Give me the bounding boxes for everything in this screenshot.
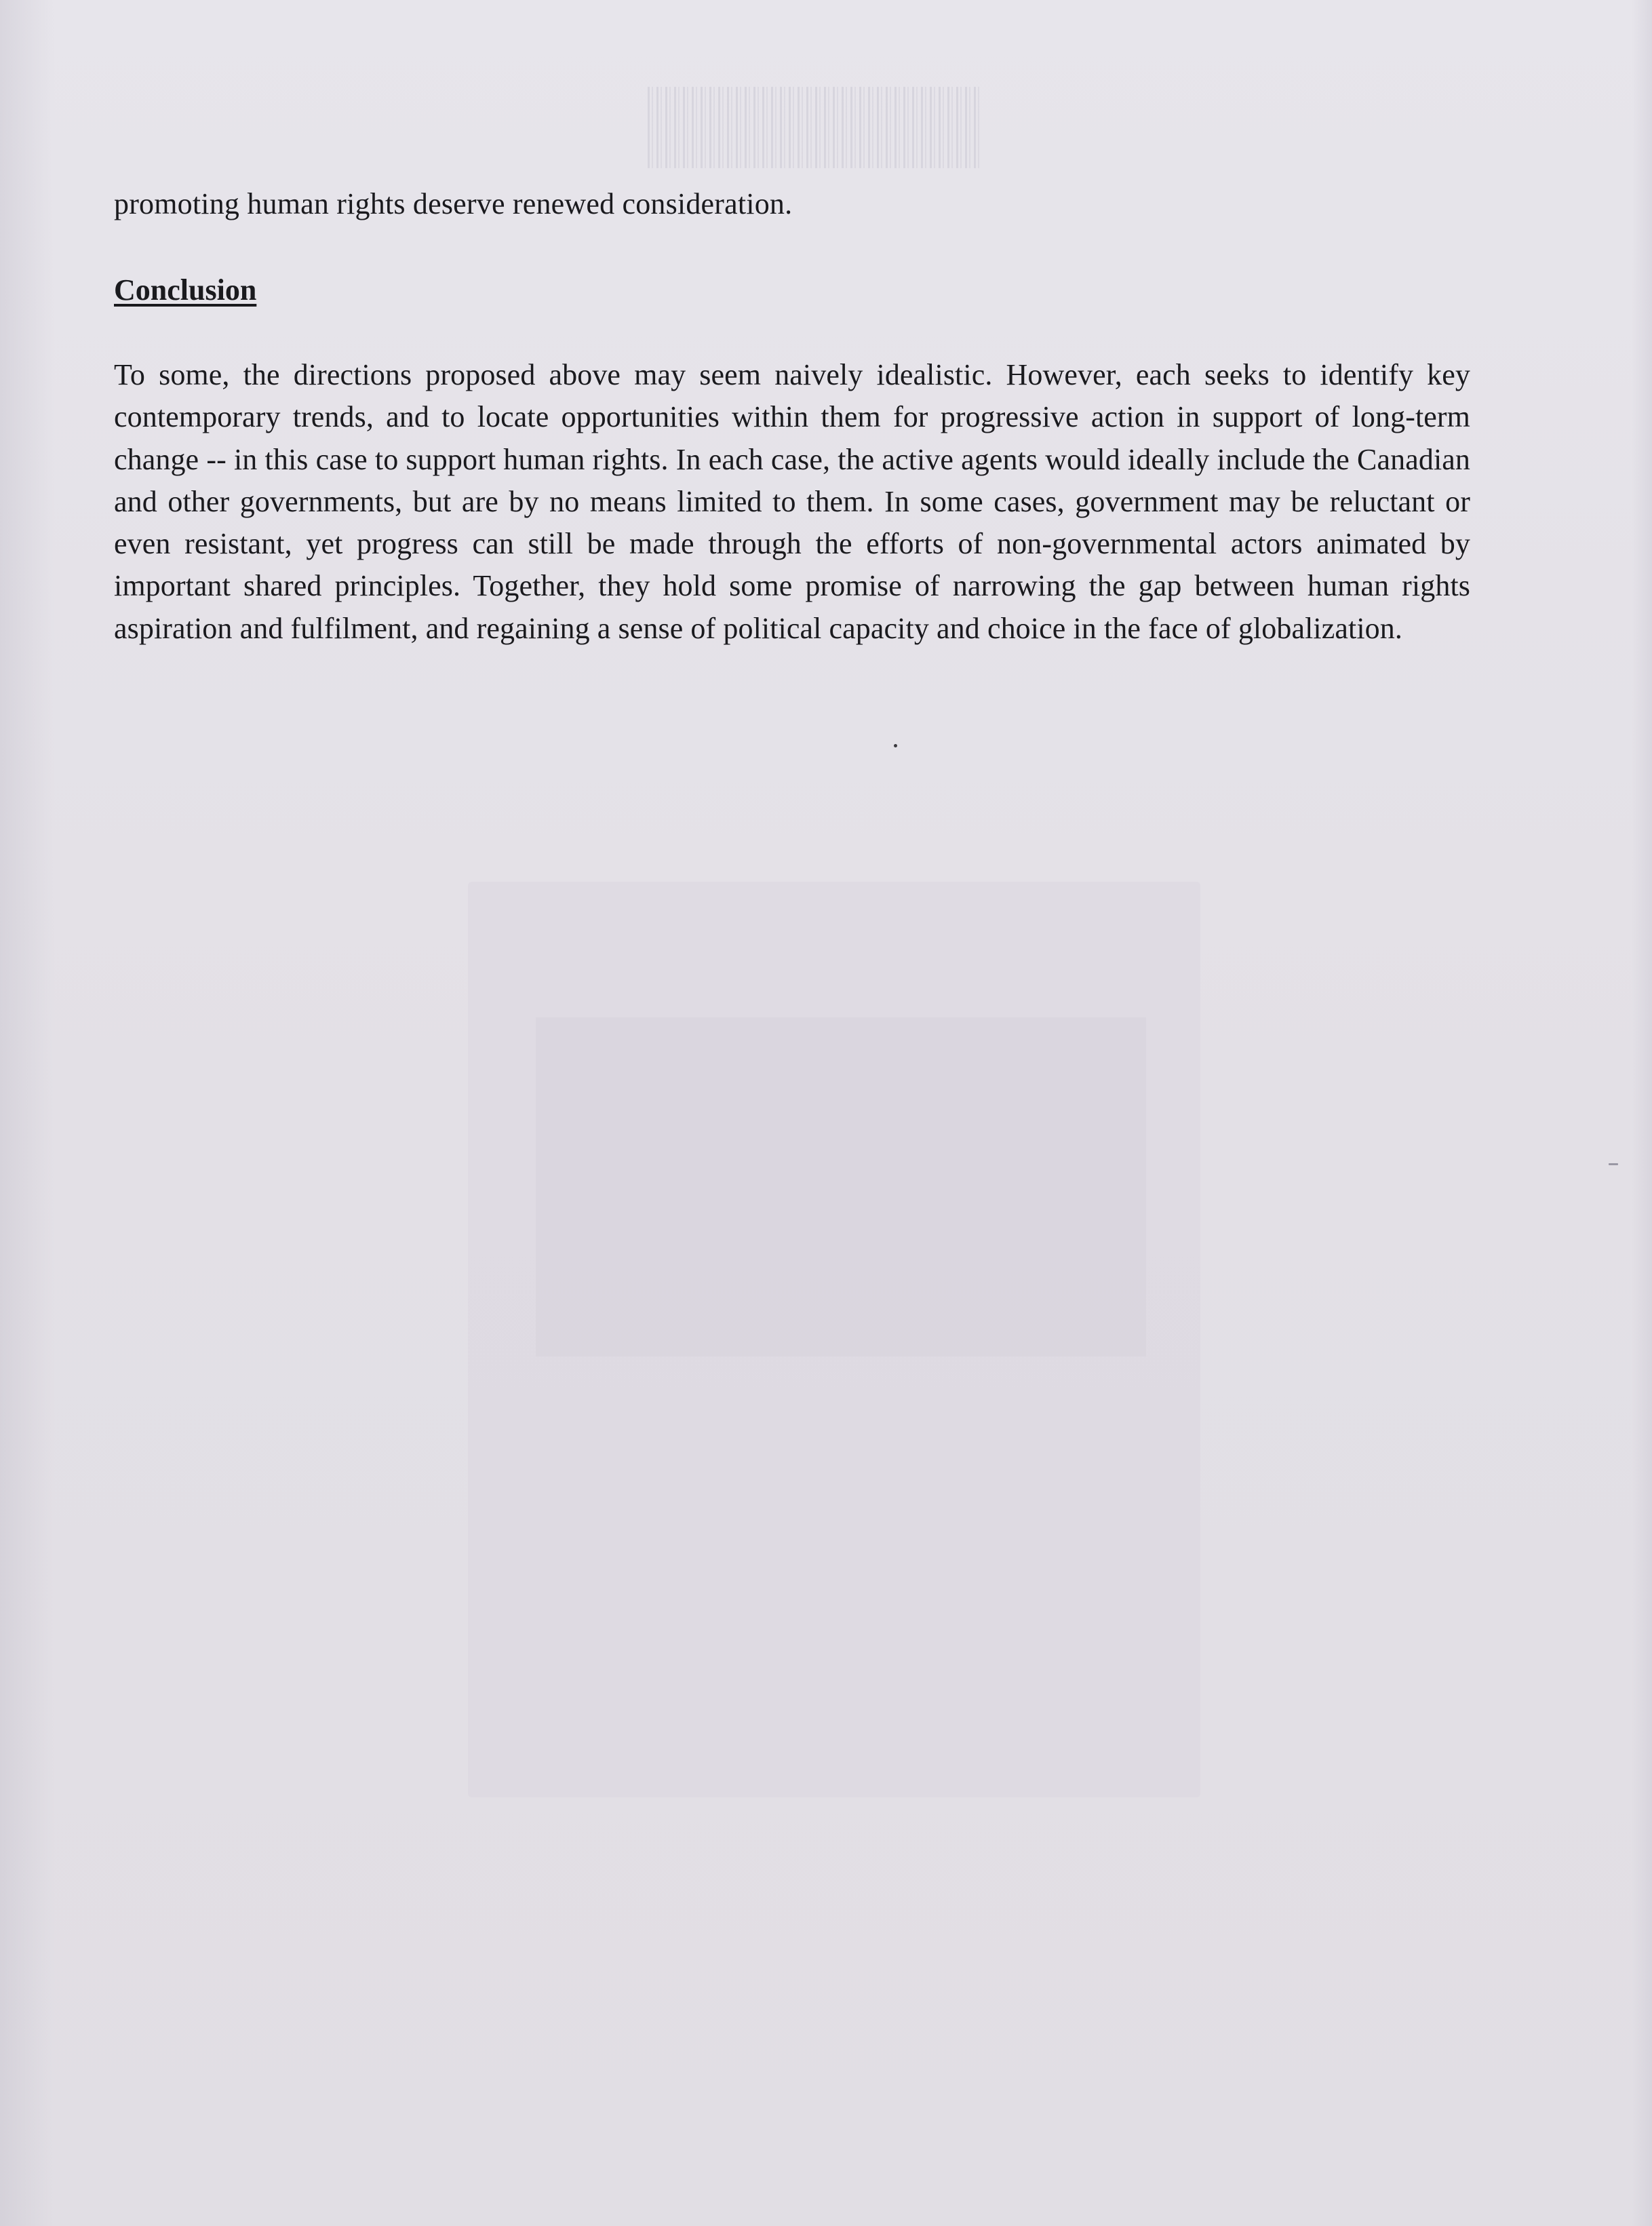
document-content [114, 183, 1470, 645]
scan-left-shadow [0, 0, 54, 2226]
section-heading: Conclusion [114, 273, 257, 307]
conclusion-paragraph: To some, the directions proposed above may seem naively idealistic. However, each seeks to identify key contemporary trends, and to locate opportunities within them for progressive action in support of long-term change -- in this case to support human rights. In each case, the active agents would ideally include the Canadian and other governments, but are by no means limited to them. In some cases, government may be reluctant or even resistant, yet progress can still be made through the efforts of non-governmental actors animated by important shared principles. Together, they hold some promise of narrowing the gap between human rights aspiration and fulfilment, and regaining a sense of political capacity and choice in the face of globalization. [114, 358, 1470, 645]
scan-speck [894, 744, 897, 747]
continued-text-line: promoting human rights deserve renewed consideration. [114, 187, 793, 220]
show-through-card-label [536, 1017, 1146, 1356]
show-through-barcode [648, 87, 980, 168]
scan-speck [1609, 1163, 1618, 1165]
scan-right-edge [1632, 0, 1652, 2226]
